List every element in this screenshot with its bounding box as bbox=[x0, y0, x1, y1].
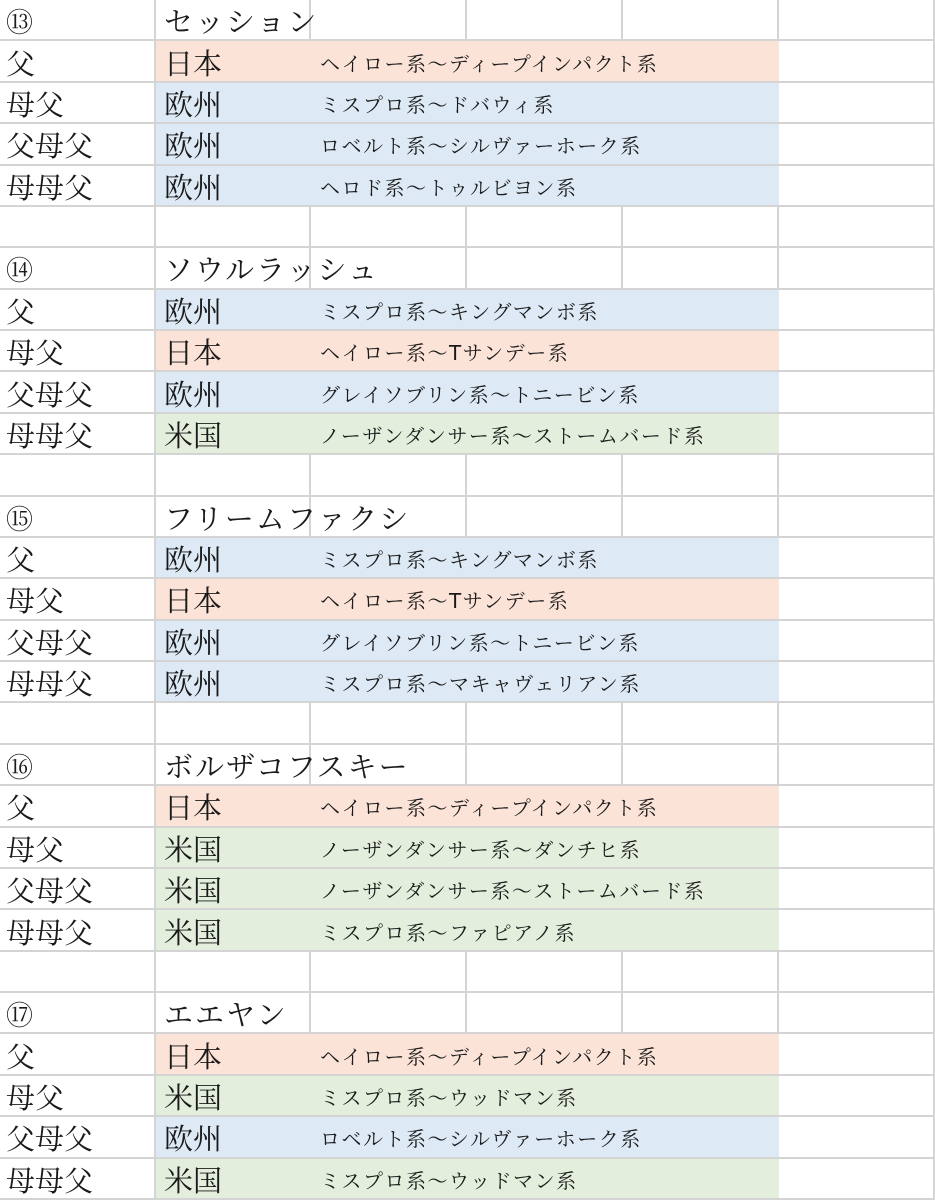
pedigree-row bbox=[0, 869, 935, 910]
grid-cell[interactable] bbox=[779, 290, 935, 331]
region-label: 米国 bbox=[164, 915, 223, 950]
pedigree-row bbox=[0, 662, 935, 703]
pedigree-row bbox=[0, 331, 935, 372]
grid-cell[interactable] bbox=[156, 952, 311, 993]
grid-cell[interactable] bbox=[779, 124, 935, 165]
region-label: 米国 bbox=[164, 418, 223, 453]
relation-label: 父 bbox=[6, 791, 36, 826]
grid-cell[interactable] bbox=[0, 952, 156, 993]
grid-cell[interactable] bbox=[779, 0, 935, 41]
grid-cell[interactable] bbox=[779, 786, 935, 827]
grid-cell[interactable] bbox=[779, 538, 935, 579]
grid-cell[interactable] bbox=[623, 952, 779, 993]
horse-name: フリームファクシ bbox=[164, 501, 411, 536]
grid-cell[interactable] bbox=[0, 703, 156, 744]
grid-cell[interactable] bbox=[156, 703, 311, 744]
grid-cell[interactable] bbox=[623, 993, 779, 1034]
relation-label: 父母父 bbox=[6, 377, 94, 412]
grid-cell[interactable] bbox=[779, 1117, 935, 1158]
horse-number: ⑯ bbox=[6, 753, 33, 784]
grid-cell[interactable] bbox=[311, 703, 467, 744]
grid-cell[interactable] bbox=[156, 455, 311, 496]
grid-cell[interactable] bbox=[623, 745, 779, 786]
sire-line-label: ミスプロ系〜ファピアノ系 bbox=[320, 920, 576, 945]
grid-cell[interactable] bbox=[779, 910, 935, 951]
grid-cell[interactable] bbox=[779, 703, 935, 744]
region-label: 日本 bbox=[164, 584, 223, 619]
region-label: 米国 bbox=[164, 1163, 223, 1198]
relation-label: 父 bbox=[6, 294, 36, 329]
relation-label: 母父 bbox=[6, 832, 65, 867]
sire-line-label: ミスプロ系〜ウッドマン系 bbox=[320, 1168, 578, 1193]
relation-label: 父母父 bbox=[6, 625, 94, 660]
grid-cell[interactable] bbox=[779, 579, 935, 620]
sire-line-label: ノーザンダンサー系〜ストームバード系 bbox=[320, 423, 706, 448]
grid-cell[interactable] bbox=[779, 828, 935, 869]
sire-line-label: ヘイロー系〜Tサンデー系 bbox=[320, 589, 570, 614]
horse-header-row bbox=[0, 248, 935, 289]
grid-cell[interactable] bbox=[623, 455, 779, 496]
region-label: 日本 bbox=[164, 791, 223, 826]
region-label: 米国 bbox=[164, 874, 223, 909]
horse-name: ソウルラッシュ bbox=[164, 253, 379, 288]
region-label: 日本 bbox=[164, 46, 223, 81]
horse-number: ⑮ bbox=[6, 504, 33, 536]
grid-cell[interactable] bbox=[623, 703, 779, 744]
grid-cell[interactable] bbox=[467, 0, 623, 41]
pedigree-row bbox=[0, 1034, 935, 1075]
sire-line-label: ミスプロ系〜ドバウィ系 bbox=[320, 92, 555, 117]
region-label: 欧州 bbox=[164, 667, 223, 702]
relation-label: 母父 bbox=[6, 87, 65, 122]
pedigree-row bbox=[0, 786, 935, 827]
grid-cell[interactable] bbox=[779, 869, 935, 910]
grid-cell[interactable] bbox=[467, 703, 623, 744]
pedigree-row bbox=[0, 83, 935, 124]
horse-name: セッション bbox=[164, 5, 319, 40]
sire-line-label: ヘイロー系〜ディープインパクト系 bbox=[320, 796, 659, 821]
pedigree-row bbox=[0, 1159, 935, 1200]
grid-cell[interactable] bbox=[779, 331, 935, 372]
grid-cell[interactable] bbox=[467, 952, 623, 993]
grid-cell[interactable] bbox=[311, 0, 467, 41]
relation-label: 父 bbox=[6, 543, 36, 578]
grid-cell[interactable] bbox=[779, 248, 935, 289]
region-label: 欧州 bbox=[164, 170, 223, 205]
blank-row bbox=[0, 703, 935, 744]
grid-cell[interactable] bbox=[0, 455, 156, 496]
relation-label: 母母父 bbox=[6, 667, 94, 702]
pedigree-row bbox=[0, 1076, 935, 1117]
grid-cell[interactable] bbox=[467, 248, 623, 289]
pedigree-row bbox=[0, 1117, 935, 1158]
relation-label: 父母父 bbox=[6, 1122, 94, 1157]
sire-line-label: ミスプロ系〜ウッドマン系 bbox=[320, 1086, 578, 1111]
relation-label: 父 bbox=[6, 46, 36, 81]
horse-header-row bbox=[0, 993, 935, 1034]
sire-line-label: ミスプロ系〜マキャヴェリアン系 bbox=[320, 672, 641, 697]
region-label: 欧州 bbox=[164, 129, 223, 164]
sire-line-label: グレイソブリン系〜トニービン系 bbox=[320, 630, 640, 655]
grid-cell[interactable] bbox=[779, 1159, 935, 1200]
grid-cell[interactable] bbox=[779, 414, 935, 455]
grid-cell[interactable] bbox=[467, 497, 623, 538]
horse-name: エエヤン bbox=[164, 998, 288, 1033]
sire-line-label: ヘロド系〜トゥルビヨン系 bbox=[320, 175, 578, 200]
grid-cell[interactable] bbox=[467, 455, 623, 496]
region-label: 米国 bbox=[164, 832, 223, 867]
grid-cell[interactable] bbox=[779, 662, 935, 703]
relation-label: 父母父 bbox=[6, 129, 94, 164]
grid-cell[interactable] bbox=[779, 993, 935, 1034]
horse-number: ⑬ bbox=[6, 8, 33, 40]
horse-name: ボルザコフスキー bbox=[164, 750, 410, 784]
grid-cell[interactable] bbox=[311, 993, 467, 1034]
pedigree-row bbox=[0, 579, 935, 620]
horse-number: ⑰ bbox=[6, 1001, 33, 1033]
grid-cell[interactable] bbox=[623, 207, 779, 248]
region-label: 欧州 bbox=[164, 294, 223, 329]
grid-cell[interactable] bbox=[779, 372, 935, 413]
grid-cell[interactable] bbox=[311, 455, 467, 496]
grid-cell[interactable] bbox=[779, 83, 935, 124]
pedigree-row bbox=[0, 41, 935, 82]
relation-label: 母父 bbox=[6, 336, 65, 371]
horse-number: ⑭ bbox=[6, 256, 33, 288]
grid-cell[interactable] bbox=[311, 207, 467, 248]
sire-line-label: ミスプロ系〜キングマンボ系 bbox=[320, 548, 599, 573]
region-label: 欧州 bbox=[164, 543, 223, 578]
grid-cell[interactable] bbox=[779, 1034, 935, 1075]
grid-cell[interactable] bbox=[779, 166, 935, 207]
sire-line-label: ノーザンダンサー系〜ストームバード系 bbox=[320, 879, 706, 904]
region-label: 欧州 bbox=[164, 625, 223, 660]
region-label: 日本 bbox=[164, 1039, 223, 1074]
pedigree-row bbox=[0, 828, 935, 869]
grid-cell[interactable] bbox=[779, 952, 935, 993]
grid-cell[interactable] bbox=[623, 248, 779, 289]
horse-header-row bbox=[0, 497, 935, 538]
grid-cell[interactable] bbox=[779, 621, 935, 662]
pedigree-row bbox=[0, 124, 935, 165]
sire-line-label: ヘイロー系〜ディープインパクト系 bbox=[320, 1044, 659, 1069]
grid-cell[interactable] bbox=[467, 207, 623, 248]
pedigree-row bbox=[0, 166, 935, 207]
sire-line-label: ロベルト系〜シルヴァーホーク系 bbox=[320, 134, 642, 159]
sire-line-label: ノーザンダンサー系〜ダンチヒ系 bbox=[320, 837, 642, 862]
pedigree-row bbox=[0, 621, 935, 662]
pedigree-row bbox=[0, 414, 935, 455]
grid-cell[interactable] bbox=[623, 497, 779, 538]
sire-line-label: ミスプロ系〜キングマンボ系 bbox=[320, 299, 599, 324]
region-label: 欧州 bbox=[164, 1122, 223, 1157]
blank-row bbox=[0, 952, 935, 993]
grid-cell[interactable] bbox=[0, 207, 156, 248]
grid-cell[interactable] bbox=[779, 1076, 935, 1117]
region-label: 日本 bbox=[164, 336, 223, 371]
blank-row bbox=[0, 207, 935, 248]
relation-label: 母母父 bbox=[6, 170, 94, 205]
relation-label: 母母父 bbox=[6, 1163, 94, 1198]
grid-cell[interactable] bbox=[623, 0, 779, 41]
grid-cell[interactable] bbox=[779, 41, 935, 82]
grid-cell[interactable] bbox=[779, 745, 935, 786]
grid-cell[interactable] bbox=[779, 497, 935, 538]
relation-label: 母母父 bbox=[6, 418, 94, 453]
grid-cell[interactable] bbox=[467, 993, 623, 1034]
region-label: 欧州 bbox=[164, 377, 223, 412]
pedigree-row bbox=[0, 538, 935, 579]
relation-label: 父母父 bbox=[6, 874, 94, 909]
sire-line-label: ロベルト系〜シルヴァーホーク系 bbox=[320, 1127, 642, 1152]
sire-line-label: ヘイロー系〜ディープインパクト系 bbox=[320, 51, 659, 76]
relation-label: 父 bbox=[6, 1039, 36, 1074]
region-label: 欧州 bbox=[164, 87, 223, 122]
sire-line-label: グレイソブリン系〜トニービン系 bbox=[320, 382, 640, 407]
relation-label: 母母父 bbox=[6, 915, 94, 950]
horse-header-row bbox=[0, 745, 935, 786]
grid-cell[interactable] bbox=[467, 745, 623, 786]
grid-cell[interactable] bbox=[779, 207, 935, 248]
relation-label: 母父 bbox=[6, 584, 65, 619]
blank-row bbox=[0, 455, 935, 496]
pedigree-row bbox=[0, 910, 935, 951]
horse-header-row bbox=[0, 0, 935, 41]
pedigree-row bbox=[0, 372, 935, 413]
pedigree-row bbox=[0, 290, 935, 331]
grid-cell[interactable] bbox=[779, 455, 935, 496]
grid-cell[interactable] bbox=[311, 952, 467, 993]
grid-cell[interactable] bbox=[156, 207, 311, 248]
relation-label: 母父 bbox=[6, 1081, 65, 1116]
sire-line-label: ヘイロー系〜Tサンデー系 bbox=[320, 341, 570, 366]
region-label: 米国 bbox=[164, 1081, 223, 1116]
